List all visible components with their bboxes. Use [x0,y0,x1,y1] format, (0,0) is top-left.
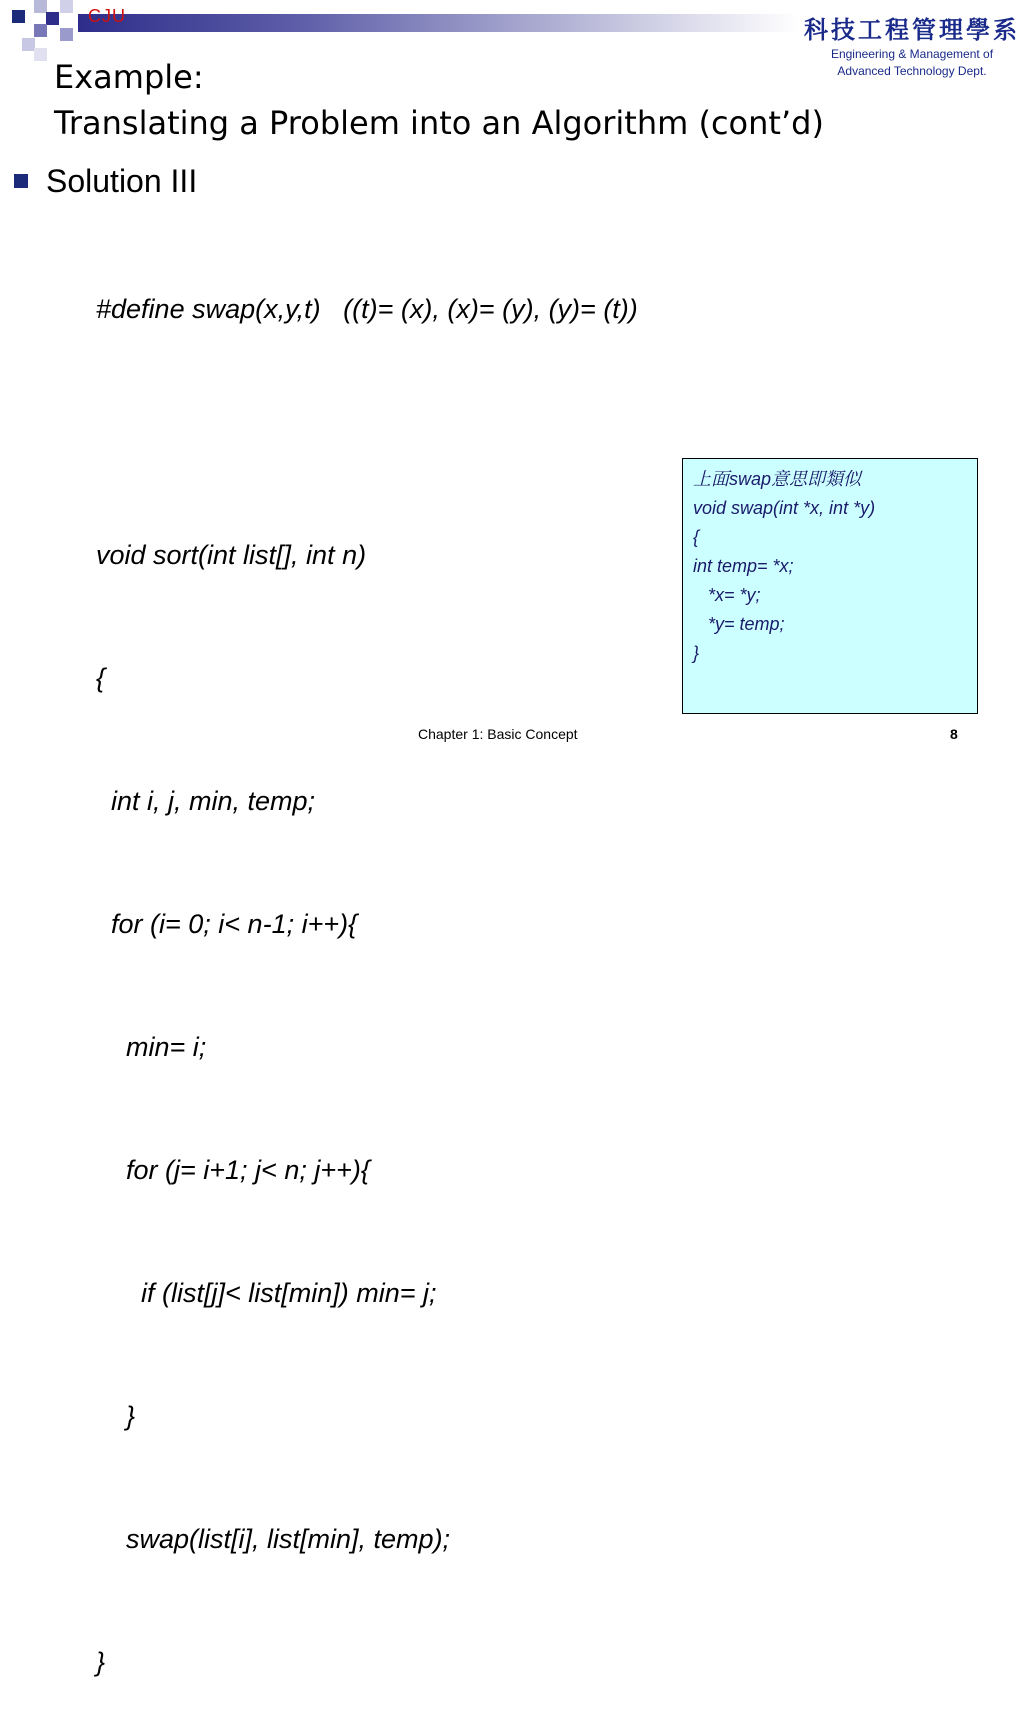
code-line: int i, j, min, temp; [96,786,316,816]
note-line: { [693,527,700,547]
code-block [96,207,638,1724]
deco-square [34,48,47,61]
bullet-text: Solution III [46,163,198,199]
code-line: #define swap(x,y,t) ((t)= (x), (x)= (y), (y)= (t)) [96,294,638,324]
deco-square [60,0,73,13]
deco-square [12,10,25,23]
code-line: { [96,663,106,693]
header-gradient [78,14,798,32]
deco-square [46,12,59,25]
title-line-1: Example: [54,58,204,96]
deco-square [60,28,73,41]
code-line [96,412,638,453]
note-line: 上面swap意思即類似 [693,469,862,489]
code-line: void sort(int list[], int n) [96,540,367,570]
code-line: } [96,1401,136,1431]
brand-tag: CJU [88,6,126,26]
note-line: *y= temp; [693,614,785,634]
title-line-2: Translating a Problem into an Algorithm (cont’d) [54,104,824,142]
code-line: swap(list[i], list[min], temp); [96,1524,451,1554]
code-line: } [96,1647,106,1677]
bullet-item [14,163,197,200]
bullet-square-icon [14,174,28,188]
logo-english-line2: Advanced Technology Dept. [837,64,987,78]
slide-title [54,54,824,146]
code-line: min= i; [96,1032,207,1062]
code-line: for (j= i+1; j< n; j++){ [96,1155,370,1185]
note-line: *x= *y; [693,585,761,605]
deco-square [34,24,47,37]
logo-chinese-text: 科技工程管理學系 [804,15,1020,44]
note-box [682,458,978,714]
footer-chapter: Chapter 1: Basic Concept [418,726,578,742]
code-line: if (list[j]< list[min]) min= j; [96,1278,437,1308]
department-logo [800,10,1024,84]
code-line: for (i= 0; i< n-1; i++){ [96,909,358,939]
note-line: int temp= *x; [693,556,794,576]
logo-english-line1: Engineering & Management of [830,47,994,61]
page-number: 8 [950,726,958,742]
note-line: void swap(int *x, int *y) [693,498,876,518]
note-line: } [693,643,700,663]
